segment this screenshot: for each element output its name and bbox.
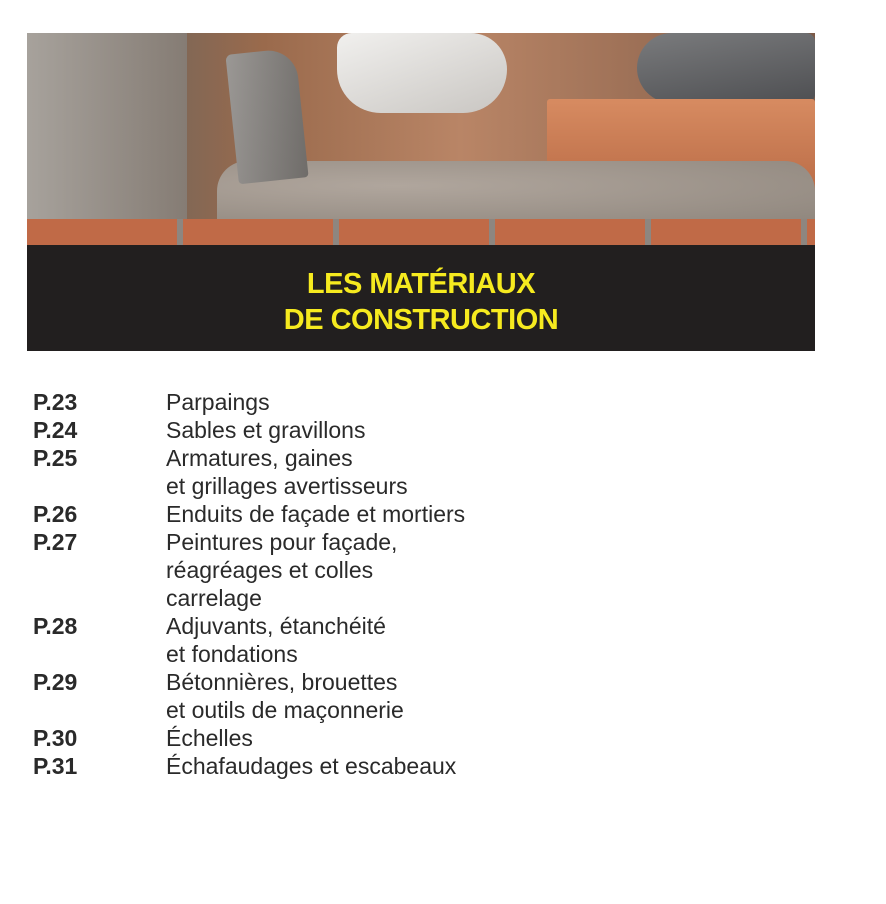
toc-page-number: P.26 [33, 501, 78, 527]
toc-description [166, 668, 404, 724]
toc-description-line: Peintures pour façade, [166, 529, 398, 555]
toc-description-line: et fondations [166, 641, 298, 667]
toc-page-number: P.31 [33, 753, 78, 779]
toc-description-line: Bétonnières, brouettes [166, 669, 398, 695]
white-glove [337, 33, 507, 113]
toc-page-number: P.24 [33, 417, 78, 443]
toc-description [166, 416, 365, 444]
toc-description-line: réagréages et colles [166, 557, 374, 583]
toc-description-line: Échafaudages et escabeaux [166, 753, 457, 779]
photo-background [27, 33, 187, 245]
toc-entry[interactable] [33, 752, 465, 780]
grey-glove [637, 33, 815, 103]
toc-entry[interactable] [33, 444, 465, 500]
section-title-banner [27, 245, 815, 351]
toc-description-line: Échelles [166, 725, 253, 751]
toc-description-line: Enduits de façade et mortiers [166, 501, 466, 527]
toc-entry[interactable] [33, 388, 465, 416]
toc-description-line: carrelage [166, 585, 262, 611]
toc-entry[interactable] [33, 724, 465, 752]
toc-description-line: et outils de maçonnerie [166, 697, 404, 723]
toc-page-number: P.30 [33, 725, 78, 751]
toc-description [166, 444, 408, 500]
bricklaying-photo [27, 33, 815, 245]
toc-page-number: P.25 [33, 445, 78, 471]
toc-description-line: Parpaings [166, 389, 270, 415]
toc-description [166, 752, 456, 780]
toc-page-number: P.27 [33, 529, 78, 555]
toc-entry[interactable] [33, 668, 465, 724]
section-title-line2: DE CONSTRUCTION [283, 304, 559, 336]
table-of-contents [33, 388, 465, 780]
section-title-line1: LES MATÉRIAUX [306, 268, 536, 300]
toc-description-line: Armatures, gaines [166, 445, 353, 471]
toc-description [166, 388, 270, 416]
brick-wall [27, 219, 815, 245]
toc-description [166, 612, 386, 668]
toc-entry[interactable] [33, 528, 465, 612]
toc-entry[interactable] [33, 612, 465, 668]
toc-description-line: et grillages avertisseurs [166, 473, 408, 499]
toc-page-number: P.29 [33, 669, 78, 695]
toc-description [166, 724, 253, 752]
toc-entry[interactable] [33, 416, 465, 444]
trowel [225, 48, 308, 185]
toc-description-line: Adjuvants, étanchéité [166, 613, 386, 639]
toc-page-number: P.23 [33, 389, 78, 415]
toc-description [166, 500, 465, 528]
toc-page-number: P.28 [33, 613, 78, 639]
toc-description-line: Sables et gravillons [166, 417, 366, 443]
toc-description [166, 528, 397, 612]
toc-entry[interactable] [33, 500, 465, 528]
